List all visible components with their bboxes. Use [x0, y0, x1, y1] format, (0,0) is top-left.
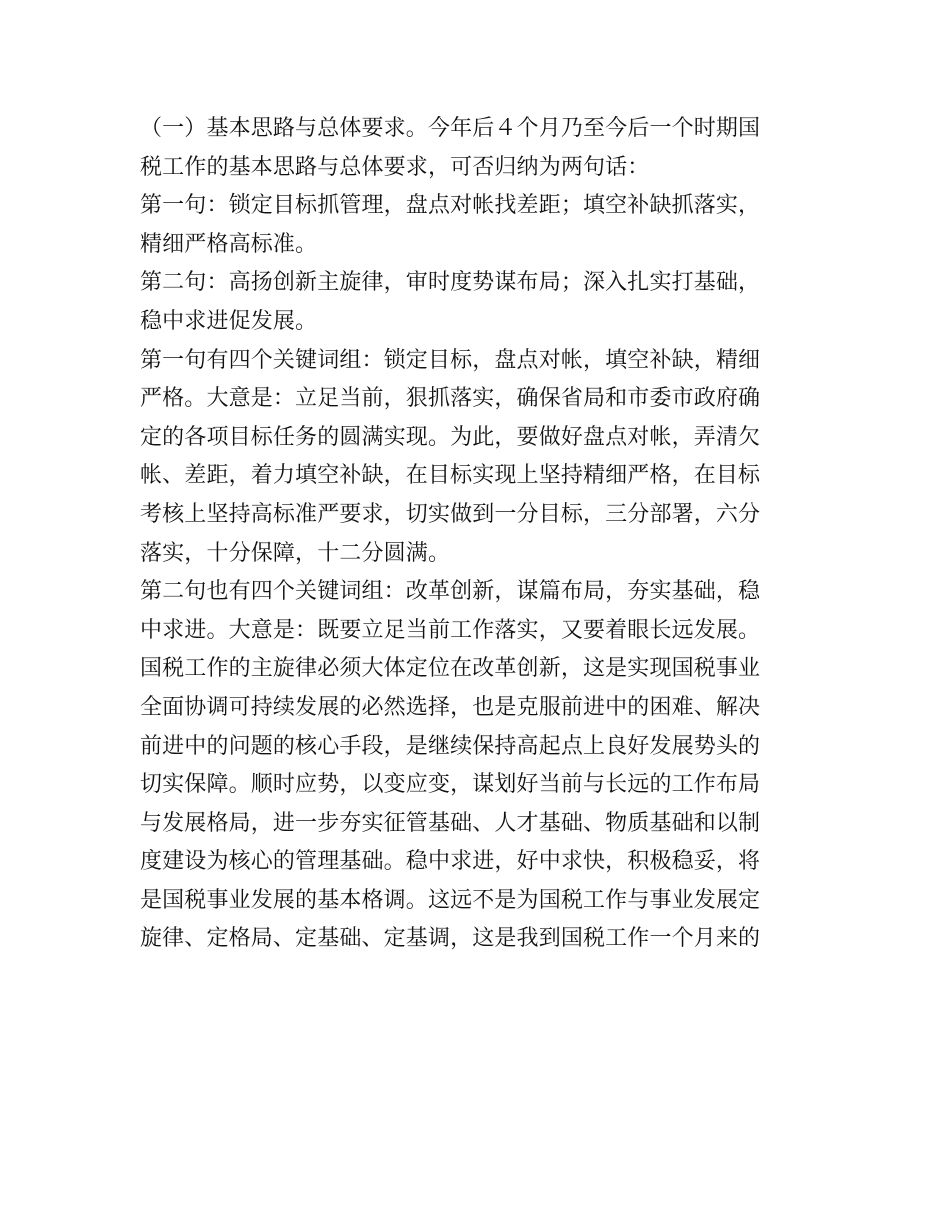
text-line-8: 严格。大意是：立足当前，狠抓落实，确保省局和市委市政府确: [140, 386, 761, 412]
text-line-20: 度建设为核心的管理基础。稳中求进，好中求快，积极稳妥，将: [140, 849, 761, 875]
text-line-22: 旋律、定格局、定基础、定基调，这是我到国税工作一个月来的: [140, 926, 761, 952]
text-line-21: 是国税事业发展的基本格调。这远不是为国税工作与事业发展定: [140, 887, 761, 913]
text-line-10: 帐、差距，着力填空补缺，在目标实现上坚持精细严格，在目标: [140, 463, 761, 489]
text-line-18: 切实保障。顺时应势，以变应变，谋划好当前与长远的工作布局: [140, 772, 761, 798]
text-line-9: 定的各项目标任务的圆满实现。为此，要做好盘点对帐，弄清欠: [140, 424, 761, 450]
text-line-7: 第一句有四个关键词组：锁定目标，盘点对帐，填空补缺，精细: [140, 347, 761, 373]
text-line-3: 第一句：锁定目标抓管理，盘点对帐找差距；填空补缺抓落实，: [140, 193, 761, 219]
text-line-12: 落实，十分保障，十二分圆满。: [140, 540, 451, 566]
text-line-11: 考核上坚持高标准严要求，切实做到一分目标，三分部署，六分: [140, 501, 761, 527]
text-line-15: 国税工作的主旋律必须大体定位在改革创新，这是实现国税事业: [140, 656, 761, 682]
text-line-5: 第二句：高扬创新主旋律，审时度势谋布局；深入扎实打基础，: [140, 270, 761, 296]
text-line-6: 稳中求进促发展。: [140, 308, 318, 334]
text-line-1: （一）基本思路与总体要求。今年后４个月乃至今后一个时期国: [140, 116, 761, 141]
text-line-14: 中求进。大意是：既要立足当前工作落实，又要着眼长远发展。: [140, 617, 761, 643]
text-line-19: 与发展格局，进一步夯实征管基础、人才基础、物质基础和以制: [140, 810, 761, 836]
text-line-17: 前进中的问题的核心手段，是继续保持高起点上良好发展势头的: [140, 733, 761, 759]
document-body: [140, 110, 812, 959]
text-line-13: 第二句也有四个关键词组：改革创新，谋篇布局，夯实基础，稳: [140, 579, 761, 605]
text-line-4: 精细严格高标准。: [140, 231, 318, 257]
text-line-2: 税工作的基本思路与总体要求，可否归纳为两句话：: [140, 154, 650, 180]
text-line-16: 全面协调可持续发展的必然选择，也是克服前进中的困难、解决: [140, 694, 761, 720]
